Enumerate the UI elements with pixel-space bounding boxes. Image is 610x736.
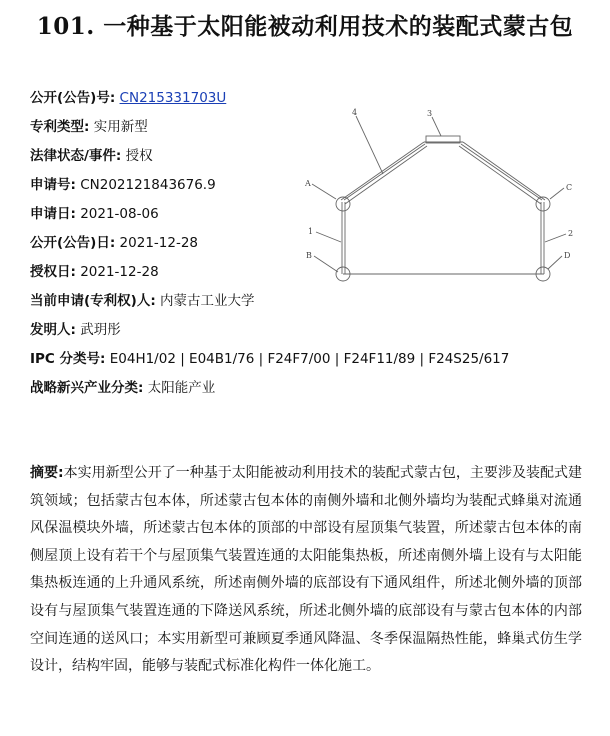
field-key: 申请日: xyxy=(30,206,76,222)
field-inventor xyxy=(30,318,590,347)
field-value: 太阳能产业 xyxy=(147,380,216,396)
field-value: E04H1/02 | E04B1/76 | F24F7/00 | F24F11/89 | F24S25/617 xyxy=(109,351,510,367)
field-key: 当前申请(专利权)人: xyxy=(30,293,156,309)
field-key: 公开(公告)号: xyxy=(30,90,116,106)
abstract-key: 摘要: xyxy=(30,465,64,481)
callout-label-4: 4 xyxy=(352,108,358,117)
field-value: 2021-12-28 xyxy=(80,264,159,280)
field-key: 战略新兴产业分类: xyxy=(30,380,144,396)
field-key: 授权日: xyxy=(30,264,76,280)
field-key: 公开(公告)日: xyxy=(30,235,116,251)
field-value: 2021-08-06 xyxy=(80,206,159,222)
field-key: IPC 分类号: xyxy=(30,351,106,367)
field-industry-category xyxy=(30,376,590,405)
field-value: CN202121843676.9 xyxy=(80,177,216,193)
publication-number-link[interactable]: CN215331703U xyxy=(119,90,227,106)
callout-label-c: C xyxy=(566,183,573,192)
field-value: 实用新型 xyxy=(93,119,148,135)
field-ipc xyxy=(30,347,590,376)
field-value: 内蒙古工业大学 xyxy=(160,293,255,309)
field-key: 法律状态/事件: xyxy=(30,148,122,164)
patent-drawing xyxy=(298,104,588,294)
field-value: 武玥彤 xyxy=(80,322,121,338)
callout-label-b: B xyxy=(306,251,312,260)
field-key: 专利类型: xyxy=(30,119,90,135)
callout-label-a: A xyxy=(305,179,311,188)
callout-label-2: 2 xyxy=(568,229,574,238)
field-value: 2021-12-28 xyxy=(119,235,199,251)
page-title: 101. 一种基于太阳能被动利用技术的装配式蒙古包 xyxy=(36,13,574,40)
field-key: 申请号: xyxy=(30,177,76,193)
abstract-text: 本实用新型公开了一种基于太阳能被动利用技术的装配式蒙古包，主要涉及装配式建筑领域；包括蒙古包本体，所述蒙古包本体的南侧外墙和北侧外墙均为装配式蜂巢对流通风保温模块外墙，所述蒙古包本体的顶部的中部设有屋顶集气装置，所述蒙古包本体的南侧屋顶上设有若干个与屋顶集气装置连通的太阳能集热板，所述南侧外墙上设有与太阳能集热板连通的上升通风系统，所述南侧外墙的底部设有下通风组件，所述北侧外墙的顶部设有与屋顶集气装置连通的下降送风系统，所述北侧外墙的底部设有与蒙古包本体的内部空间连通的送风口；本实用新型可兼顾夏季通风降温、冬季保温隔热性能，蜂巢式仿生学设计，结构牢固，能够与装配式标准化构件一体化施工。 xyxy=(30,465,582,675)
callout-label-3: 3 xyxy=(427,109,433,118)
field-key: 发明人: xyxy=(30,322,76,338)
callout-label-1: 1 xyxy=(308,227,314,236)
abstract xyxy=(30,460,582,681)
callout-label-d: D xyxy=(564,251,571,260)
field-value: 授权 xyxy=(125,148,153,164)
